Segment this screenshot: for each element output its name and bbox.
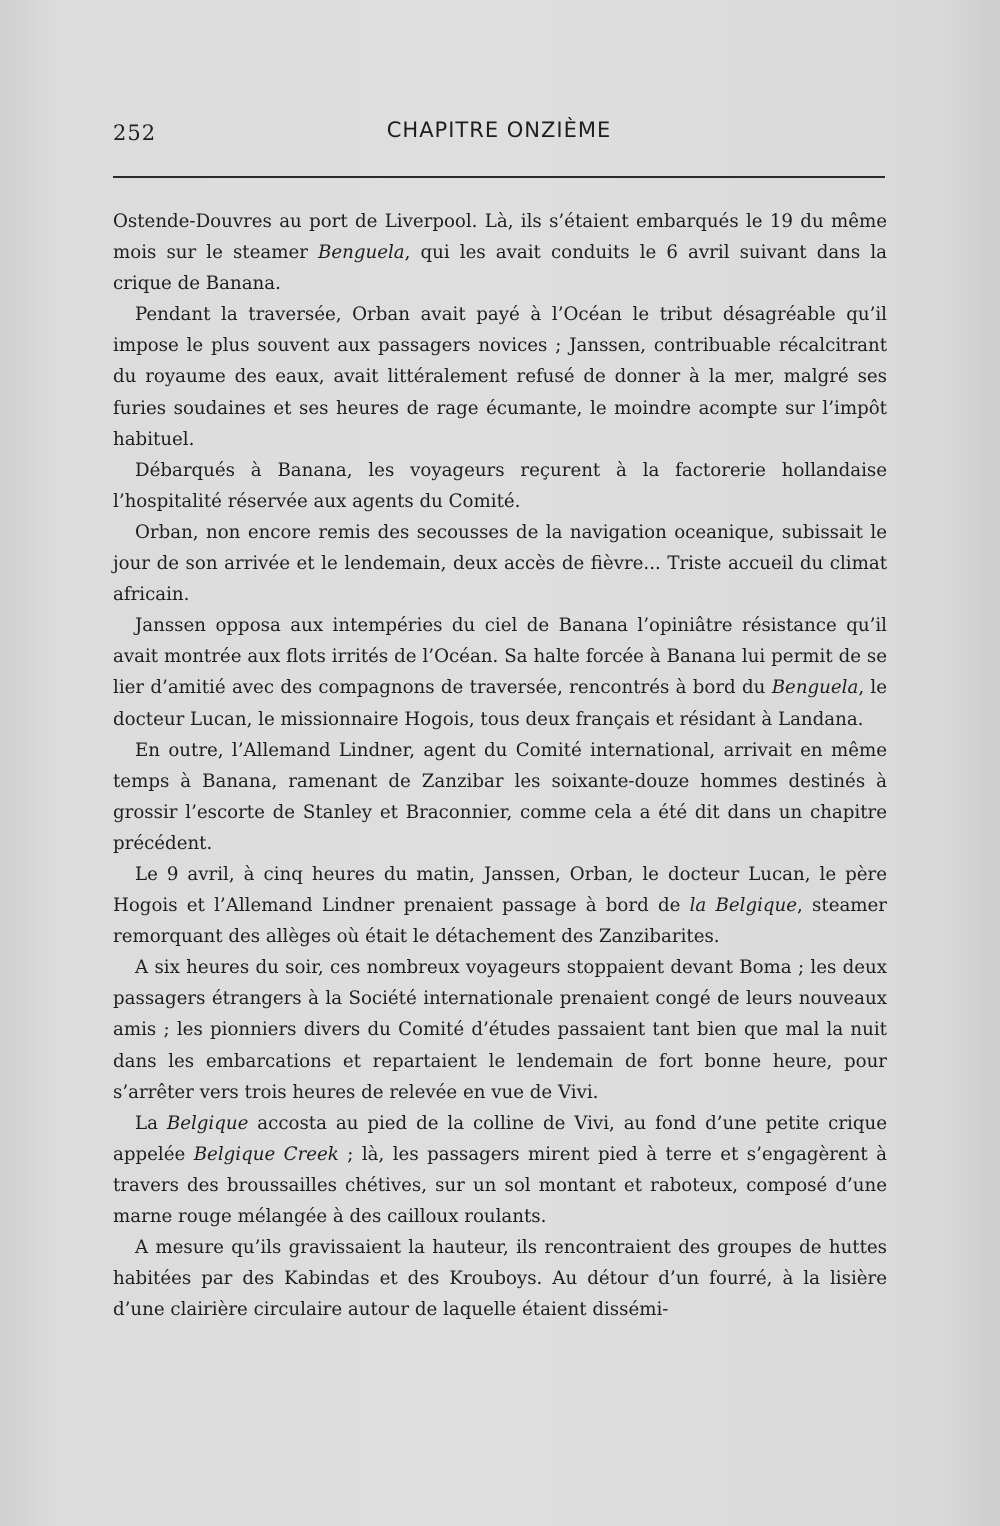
text-segment: La <box>135 1112 167 1134</box>
text-segment: A mesure qu’ils gravissaient la hauteur, ils rencontraient des groupes de huttes habitées par des Kabindas et des Krouboys. Au détour d’un fourré, à la lisière d’une clairière circulaire autour de laquelle étaient dissémi- <box>113 1237 887 1321</box>
page-number: 252 <box>113 121 157 145</box>
text-segment: Janssen opposa aux intempéries du ciel de Banana l’opiniâtre résistance qu’il avait montrée aux flots irrités de l’Océan. Sa halte forcée à Banana lui permit de se lier d’amitié avec des compagnons de traversée, rencontrés à bord du <box>113 615 887 699</box>
page-header <box>113 114 885 154</box>
paragraph <box>113 952 887 1107</box>
italic-text: Benguela <box>771 677 859 699</box>
paragraph <box>113 455 887 517</box>
paragraph <box>113 517 887 610</box>
text-segment: Orban, non encore remis des secousses de la navigation oceanique, subissait le jour de son arrivée et le lendemain, deux accès de fièvre... Triste accueil du climat africain. <box>113 521 887 606</box>
text-segment: A six heures du soir, ces nombreux voyageurs stoppaient devant Boma ; les deux passagers étrangers à la Société internationale prenaient congé de leurs nouveaux amis ; les pionniers divers du Comité d’études passaient tant bien que mal la nuit dans les embarcations et repartaient le lendemain de fort bonne heure, pour s’arrêter vers trois heures de relevée en vue de Vivi. <box>113 957 887 1103</box>
paragraph <box>113 610 887 734</box>
text-segment: Débarqués à Banana, les voyageurs reçurent à la factorerie hollandaise l’hospitalité réservée aux agents du Comité. <box>113 459 887 512</box>
text-segment: , steamer remorquant des allèges où était le détachement des Zanzibarites. <box>113 895 888 948</box>
text-segment: accosta au pied de la colline de Vivi, au fond d’une petite crique appelée <box>113 1112 887 1165</box>
text-segment: , le docteur Lucan, le missionnaire Hogois, tous deux français et résidant à Landana. <box>113 677 887 730</box>
text-segment: , qui les avait conduits le 6 avril suivant dans la crique de Banana. <box>113 242 887 295</box>
text-segment: En outre, l’Allemand Lindner, agent du Comité international, arrivait en même temps à Banana, ramenant de Zanzibar les soixante-douze hommes destinés à grossir l’escorte de Stanley et Braconnier, comme cela a été dit dans un chapitre précédent. <box>113 739 887 854</box>
paragraph <box>113 1108 887 1232</box>
text-segment: ; là, les passagers mirent pied à terre et s’engagèrent à travers des broussailles chétives, sur un sol montant et raboteux, composé d’une marne rouge mélangée à des cailloux roulants. <box>113 1143 887 1227</box>
italic-text: Belgique Creek <box>193 1143 339 1165</box>
text-segment: Ostende-Douvres au port de Liverpool. Là, ils s’étaient embarqués le 19 du même mois sur le steamer <box>113 211 887 264</box>
header-rule <box>113 176 885 178</box>
paragraph <box>113 299 887 454</box>
paragraph <box>113 206 887 299</box>
text-segment: Le 9 avril, à cinq heures du matin, Janssen, Orban, le docteur Lucan, le père Hogois et l’Allemand Lindner prenaient passage à bord de <box>113 863 887 917</box>
italic-text: Belgique <box>166 1112 249 1134</box>
body-text <box>113 206 887 1325</box>
running-head: CHAPITRE ONZIÈME <box>386 118 612 142</box>
paragraph <box>113 735 887 859</box>
paragraph <box>113 1232 887 1325</box>
italic-text: la Belgique <box>689 895 798 917</box>
paragraph <box>113 859 887 952</box>
text-segment: Pendant la traversée, Orban avait payé à l’Océan le tribut désagréable qu’il impose le plus souvent aux passagers novices ; Janssen, contribuable récalcitrant du royaume des eaux, avait littéralement refusé de donner à la mer, malgré ses furies soudaines et ses heures de rage écumante, le moindre acompte sur l’impôt habituel. <box>113 304 887 450</box>
italic-text: Benguela <box>318 242 405 264</box>
